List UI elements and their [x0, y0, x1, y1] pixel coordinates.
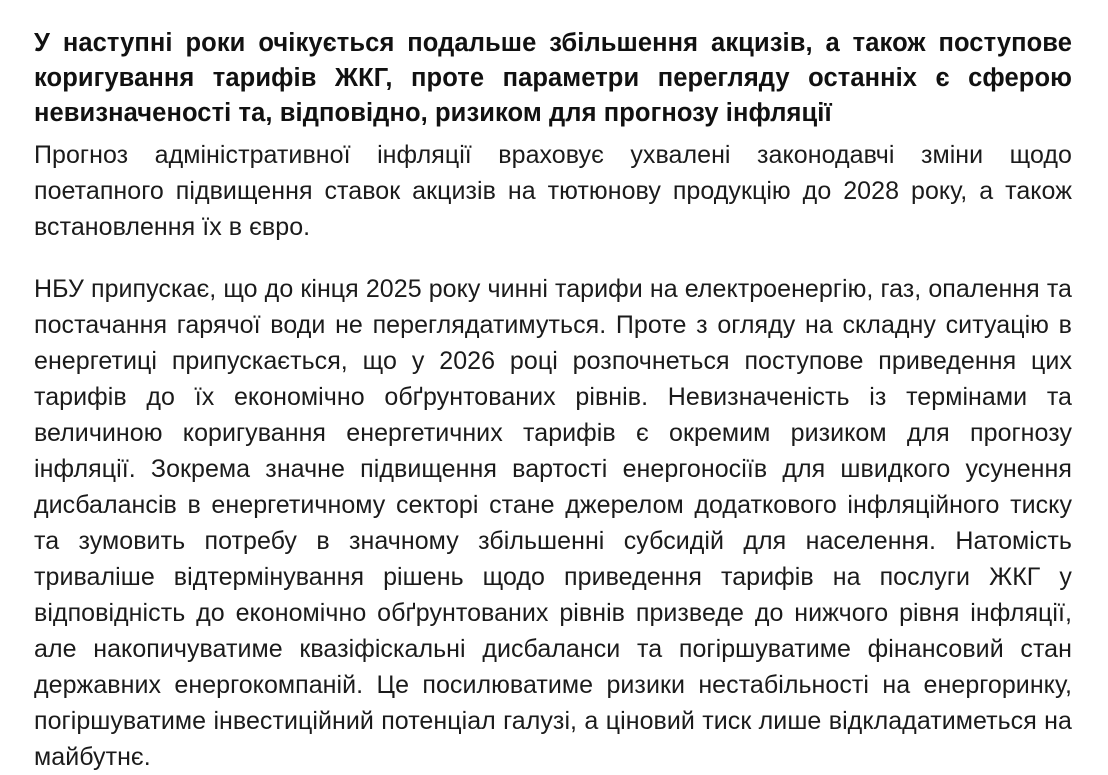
document-heading: У наступні роки очікується подальше збільшення акцизів, а також поступове коригування тарифів ЖКГ, проте параметри перегляду останніх є сферою невизначеності та, відповідно, ризиком для прогнозу інфляції — [34, 29, 1072, 127]
paragraph-spacer — [34, 245, 1072, 271]
document-paragraph-1: Прогноз адміністративної інфляції враховує ухвалені законодавчі зміни щодо поетапного підвищення ставок акцизів на тютюнову продукцію до 2028 року, а також встановлення їх в євро. — [34, 141, 1072, 241]
document-paragraph-2: НБУ припускає, що до кінця 2025 року чинні тарифи на електроенергію, газ, опалення та постачання гарячої води не переглядатимуться. Проте з огляду на складну ситуацію в енергетиці припускається, що у 2026 році розпочнеться поступове приведення цих тарифів до їх економічно обґрунтованих рівнів. Невизначеність із термінами та величиною коригування енергетичних тарифів є окремим ризиком для прогнозу інфляції. Зокрема значне підвищення вартості енергоносіїв для швидкого усунення дисбалансів в енергетичному секторі стане джерелом додаткового інфляційного тиску та зумовить потребу в значному збільшенні субсидій для населення. Натомість триваліше відтермінування рішень щодо приведення тарифів на послуги ЖКГ у відповідність до економічно обґрунтованих рівнів призведе до нижчого рівня інфляції, але накопичуватиме квазіфіскальні дисбаланси та погіршуватиме фінансовий стан державних енергокомпаній. Це посилюватиме ризики нестабільності на енергоринку, погіршуватиме інвестиційний потенціал галузі, а ціновий тиск лише відкладатиметься на майбутнє. — [34, 275, 1072, 771]
